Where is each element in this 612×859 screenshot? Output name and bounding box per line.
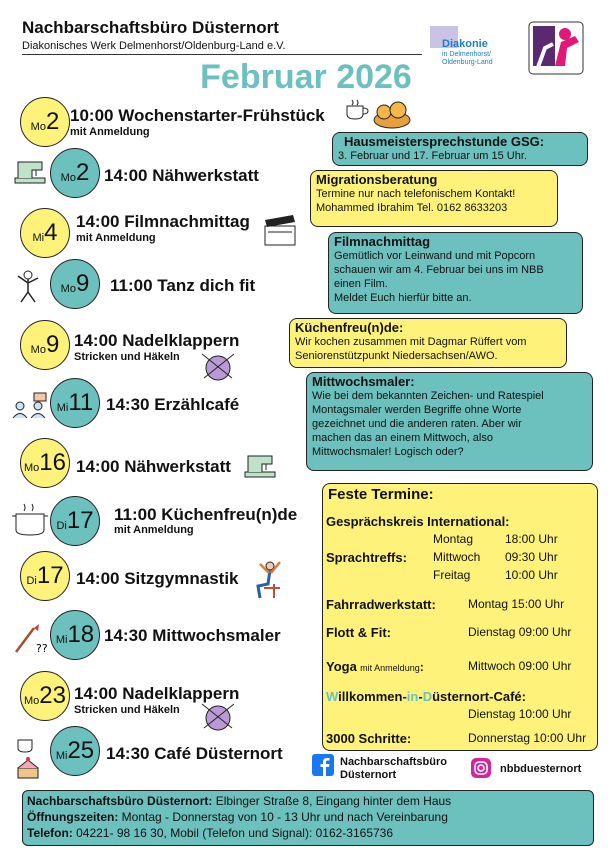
sprach-time: 10:00 Uhr bbox=[505, 568, 558, 582]
date-circle bbox=[50, 726, 100, 776]
yarn-ball-icon bbox=[198, 700, 238, 732]
fixed-title: Feste Termine: bbox=[328, 486, 434, 503]
yarn-ball-icon bbox=[198, 350, 238, 382]
instagram-link[interactable]: nbbduesternort bbox=[500, 763, 582, 775]
event-title: 14:00 Nähwerkstatt bbox=[76, 457, 231, 476]
box-title: Mittwochsmaler: bbox=[312, 374, 415, 389]
footer-hours: Öffnungszeiten: Montag - Donnerstag von 10 - 13 Uhr und nach Vereinbarung bbox=[27, 810, 448, 824]
event-date: 9 bbox=[75, 270, 90, 297]
event-title: 14:30 Mittwochsmaler bbox=[104, 626, 281, 645]
event-note: mit Anmeldung bbox=[114, 524, 194, 536]
box-title: Küchenfreu(n)de: bbox=[295, 320, 404, 335]
header-divider bbox=[22, 54, 422, 55]
event-title: 14:00 Filmnachmittag bbox=[76, 212, 250, 231]
event-title: 14:00 Nähwerkstatt bbox=[104, 166, 259, 185]
box-text: Mittwochsmaler! Logisch oder? bbox=[312, 446, 464, 458]
seated-exercise-icon bbox=[250, 558, 286, 602]
date-circle bbox=[20, 551, 70, 601]
event-day: Mi bbox=[32, 231, 45, 244]
dancing-person-icon bbox=[10, 266, 46, 306]
date-circle bbox=[20, 320, 70, 370]
facebook-link[interactable]: Nachbarschaftsbüro Düsternort bbox=[340, 756, 447, 781]
svg-text:??: ?? bbox=[36, 642, 48, 655]
box-text: Termine nur nach telefonischem Kontakt! bbox=[316, 188, 516, 200]
maler-box bbox=[306, 372, 593, 471]
date-circle bbox=[20, 97, 70, 147]
sprach-day: Montag bbox=[433, 532, 474, 546]
bread-basket-icon bbox=[372, 98, 412, 130]
sprach-day: Mittwoch bbox=[433, 550, 481, 564]
fixed-dates-box bbox=[322, 483, 598, 751]
date-circle bbox=[20, 208, 70, 258]
cafe-time: Dienstag 10:00 Uhr bbox=[468, 707, 572, 721]
box-text: schauen wir am 4. Februar bei uns im NBB bbox=[334, 264, 544, 276]
event-day: Mi bbox=[56, 401, 69, 414]
event-note: Stricken und Häkeln bbox=[74, 351, 180, 363]
box-text: machen das an einem Mittwoch, also bbox=[312, 432, 493, 444]
event-date: 17 bbox=[66, 507, 94, 534]
clapperboard-icon bbox=[262, 214, 298, 248]
event-title: 14:00 Nadelklappern bbox=[74, 331, 240, 350]
box-text: Wie bei dem bekannten Zeichen- und Ratespiel bbox=[312, 390, 544, 402]
event-day: Di bbox=[56, 519, 67, 532]
event-date: 18 bbox=[67, 621, 95, 648]
box-title: Migrationsberatung bbox=[316, 172, 438, 187]
event-day: Mo bbox=[60, 282, 76, 295]
event-date: 17 bbox=[36, 562, 64, 589]
box-text: Wir kochen zusammen mit Dagmar Rüffert vom bbox=[295, 336, 527, 348]
event-day: Mo bbox=[30, 343, 46, 356]
date-circle bbox=[20, 438, 70, 488]
date-circle bbox=[20, 671, 70, 721]
event-day: Mi bbox=[55, 749, 68, 762]
cafe-label: Willkommen-in-Düsternort-Café: bbox=[326, 689, 526, 704]
footer-address: Nachbarschaftsbüro Düsternort: Elbinger Straße 8, Eingang hinter dem Haus bbox=[27, 794, 452, 808]
date-circle bbox=[50, 496, 100, 546]
event-title: 14:30 Erzählcafé bbox=[106, 395, 240, 414]
schritte-time: Donnerstag 10:00 Uhr bbox=[468, 731, 587, 745]
coffee-cup-icon bbox=[344, 98, 370, 122]
date-circle bbox=[50, 610, 100, 660]
date-circle bbox=[50, 378, 100, 428]
event-day: Mi bbox=[55, 633, 68, 646]
fahrrad-time: Montag 15:00 Uhr bbox=[468, 597, 565, 611]
box-title: Filmnachmittag bbox=[334, 234, 431, 249]
yoga-time: Mittwoch 09:00 Uhr bbox=[468, 659, 572, 673]
box-text: gezeichnet und die anderen raten. Aber wir bbox=[312, 418, 522, 430]
event-day: Mo bbox=[24, 694, 40, 707]
fahrrad-label: Fahrradwerkstatt: bbox=[326, 597, 436, 612]
film-box bbox=[328, 232, 583, 314]
date-circle bbox=[50, 259, 100, 309]
box-text: Gemütlich vor Leinwand und mit Popcorn bbox=[334, 250, 536, 262]
event-date: 25 bbox=[67, 737, 95, 764]
footer-phone: Telefon: 04221- 98 16 30, Mobil (Telefon und Signal): 0162-3165736 bbox=[27, 826, 394, 840]
date-circle bbox=[50, 148, 100, 198]
box-text: Mohammed Ibrahim Tel. 0162 8633203 bbox=[316, 202, 508, 214]
event-title: 14:30 Café Düsternort bbox=[106, 744, 283, 763]
yoga-label: Yoga mit Anmeldung: bbox=[326, 659, 424, 674]
box-text: Seniorenstützpunkt Niedersachsen/AWO. bbox=[295, 350, 498, 362]
sprach-label: Sprachtreffs: bbox=[326, 550, 407, 565]
sewing-machine-icon bbox=[12, 156, 48, 186]
diakonie-logo-text: Diakonie bbox=[442, 38, 488, 50]
event-date: 11 bbox=[68, 389, 94, 416]
facebook-icon[interactable] bbox=[312, 754, 334, 776]
paintbrush-icon bbox=[12, 622, 48, 656]
event-date: 9 bbox=[45, 331, 60, 358]
event-date: 23 bbox=[39, 682, 66, 709]
diakonie-logo-sub: in Delmenhorst/ Oldenburg-Land bbox=[442, 51, 493, 66]
event-date: 4 bbox=[44, 219, 58, 246]
conversation-people-icon bbox=[10, 392, 50, 422]
org-subtitle: Diakonisches Werk Delmenhorst/Oldenburg-Land e.V. bbox=[22, 40, 286, 52]
flott-label: Flott & Fit: bbox=[326, 625, 391, 640]
month-title: Februar 2026 bbox=[200, 58, 412, 96]
hausmeister-box bbox=[332, 132, 588, 166]
sewing-machine-icon bbox=[242, 450, 278, 480]
event-note: mit Anmeldung bbox=[76, 232, 156, 244]
instagram-icon[interactable] bbox=[471, 758, 491, 778]
migration-box bbox=[310, 170, 558, 227]
flott-time: Dienstag 09:00 Uhr bbox=[468, 625, 572, 639]
event-title: 14:00 Nadelklappern bbox=[74, 684, 240, 703]
event-title: 10:00 Wochenstarter-Frühstück bbox=[70, 106, 325, 125]
box-text: einen Film. bbox=[334, 278, 388, 290]
cake-coffee-icon bbox=[14, 736, 42, 782]
event-day: Mo bbox=[24, 461, 40, 474]
box-text: 3. Februar und 17. Februar um 15 Uhr. bbox=[338, 150, 527, 162]
kuechen-box bbox=[289, 318, 567, 368]
sprach-day: Freitag bbox=[433, 568, 471, 582]
event-date: 16 bbox=[39, 449, 66, 476]
event-day: Mo bbox=[30, 120, 46, 133]
sprach-time: 09:30 Uhr bbox=[505, 550, 558, 564]
event-note: Stricken und Häkeln bbox=[74, 704, 180, 716]
event-note: mit Anmeldung bbox=[70, 126, 150, 138]
box-text: Meldet Euch hierfür bitte an. bbox=[334, 292, 472, 304]
box-text: Montagsmaler werden Begriffe ohne Worte bbox=[312, 404, 522, 416]
event-date: 2 bbox=[75, 159, 90, 186]
schritte-label: 3000 Schritte: bbox=[326, 731, 412, 746]
event-day: Mo bbox=[60, 171, 76, 184]
gk-label: Gesprächskreis International: bbox=[326, 514, 510, 529]
cooking-pot-icon bbox=[10, 500, 50, 538]
event-date: 2 bbox=[45, 108, 60, 135]
event-day: Di bbox=[26, 574, 37, 587]
event-title: 14:00 Sitzgymnastik bbox=[76, 569, 239, 588]
event-title: 11:00 Küchenfreu(n)de bbox=[114, 505, 298, 524]
org-name: Nachbarschaftsbüro Düsternort bbox=[22, 18, 279, 37]
event-title: 11:00 Tanz dich fit bbox=[110, 276, 256, 295]
sprach-time: 18:00 Uhr bbox=[505, 532, 558, 546]
box-title: Hausmeistersprechstunde GSG: bbox=[344, 134, 545, 149]
footer-contact bbox=[22, 790, 594, 846]
